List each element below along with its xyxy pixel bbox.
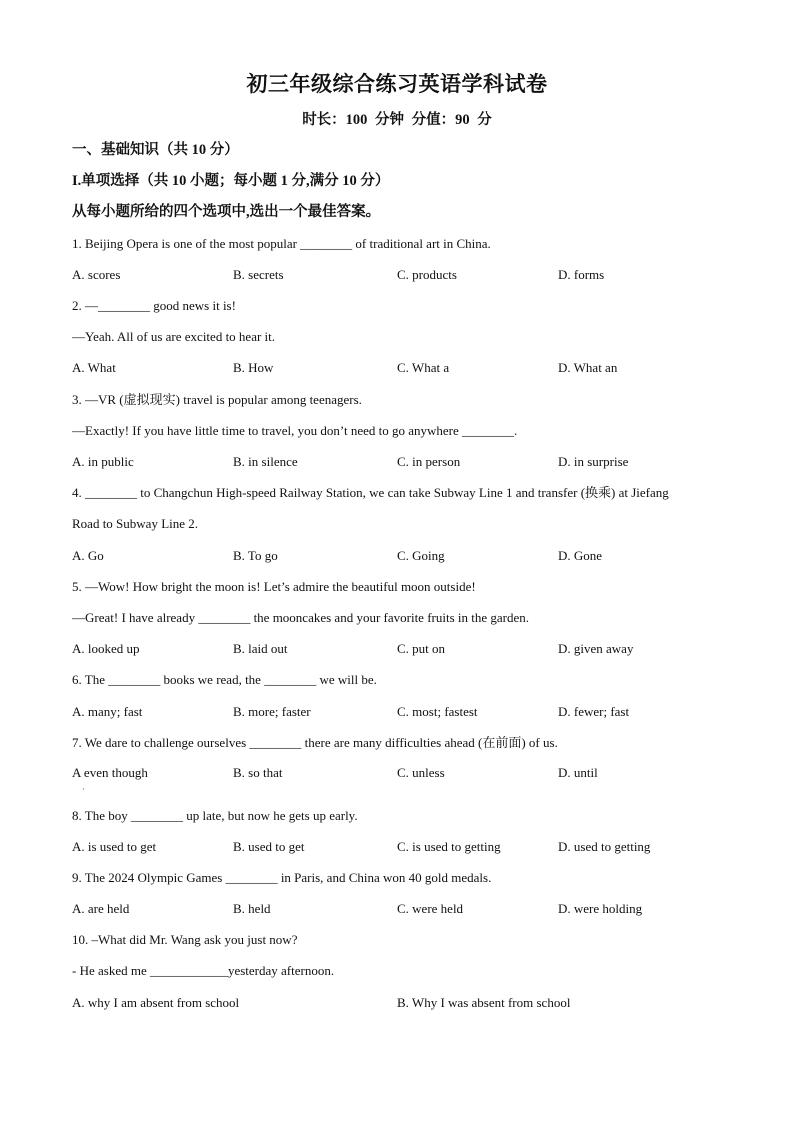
q8-option-b: B. used to get [233,839,305,854]
q5-option-d: D. given away [558,641,634,656]
q1-option-c: C. products [397,267,457,282]
q8-option-a: A. is used to get [72,839,157,854]
q5-option-c: C. put on [397,641,446,656]
question-2-stem: 2. —________ good news it is! [72,298,236,313]
q2-option-a: A. What [72,360,116,375]
page-title: 初三年级综合练习英语学科试卷 [246,72,548,96]
q7-option-c: C. unless [397,765,445,780]
q7-option-a: A even though [72,765,148,780]
q6-option-c: C. most; fastest [397,704,478,719]
exam-duration-score: 时长：100 分钟 分值：90 分 [302,112,492,128]
q6-option-d: D. fewer; fast [558,704,630,719]
q4-option-c: C. Going [397,548,445,563]
q3-option-b: B. in silence [233,454,298,469]
question-10-stem: 10. –What did Mr. Wang ask you just now? [72,932,298,947]
stray-dot-mark: · [82,785,85,794]
question-8-stem: 8. The boy ________ up late, but now he gets up early. [72,808,358,823]
q7-option-b: B. so that [233,765,283,780]
q2-option-d: D. What an [558,360,618,375]
q4-option-a: A. Go [72,548,104,563]
question-2-stem-reply: —Yeah. All of us are excited to hear it. [72,329,276,344]
question-3-stem: 3. —VR (虚拟现实) travel is popular among teenagers. [72,392,362,407]
q3-option-a: A. in public [72,454,134,469]
q2-option-b: B. How [233,360,274,375]
question-3-stem-reply: —Exactly! If you have little time to travel, you don’t need to go anywhere ________. [72,423,518,438]
instruction-text: 从每小题所给的四个选项中,选出一个最佳答案。 [72,204,381,220]
question-9-stem: 9. The 2024 Olympic Games ________ in Paris, and China won 40 gold medals. [72,870,492,885]
q3-option-c: C. in person [397,454,461,469]
question-7-stem: 7. We dare to challenge ourselves ________ there are many difficulties ahead (在前面) of us. [72,735,558,750]
q8-option-c: C. is used to getting [397,839,501,854]
question-5-stem-reply: —Great! I have already ________ the mooncakes and your favorite fruits in the garden. [72,610,530,625]
q1-option-d: D. forms [558,267,605,282]
q2-option-c: C. What a [397,360,450,375]
q10-option-a: A. why I am absent from school [72,995,240,1010]
question-5-stem: 5. —Wow! How bright the moon is! Let’s admire the beautiful moon outside! [72,579,476,594]
q1-option-b: B. secrets [233,267,284,282]
question-10-stem-reply: - He asked me ____________yesterday afternoon. [72,963,335,978]
q1-option-a: A. scores [72,267,121,282]
q5-option-b: B. laid out [233,641,288,656]
q6-option-a: A. many; fast [72,704,143,719]
question-4-stem-cont: Road to Subway Line 2. [72,516,199,531]
q4-option-b: B. To go [233,548,278,563]
q8-option-d: D. used to getting [558,839,651,854]
q3-option-d: D. in surprise [558,454,629,469]
q5-option-a: A. looked up [72,641,140,656]
q7-option-d: D. until [558,765,598,780]
q9-option-a: A. are held [72,901,130,916]
q4-option-d: D. Gone [558,548,603,563]
q10-option-b: B. Why I was absent from school [397,995,571,1010]
question-4-stem: 4. ________ to Changchun High-speed Railway Station, we can take Subway Line 1 and transfer (换乘) at Jiefang [72,485,669,500]
question-6-stem: 6. The ________ books we read, the ________ we will be. [72,672,377,687]
section-heading: 一、基础知识（共 10 分） [72,142,239,158]
question-1-stem: 1. Beijing Opera is one of the most popular ________ of traditional art in China. [72,236,491,251]
q9-option-b: B. held [233,901,271,916]
q9-option-c: C. were held [397,901,464,916]
q6-option-b: B. more; faster [233,704,311,719]
part-heading: I.单项选择（共 10 小题；每小题 1 分,满分 10 分） [72,173,390,189]
q9-option-d: D. were holding [558,901,643,916]
